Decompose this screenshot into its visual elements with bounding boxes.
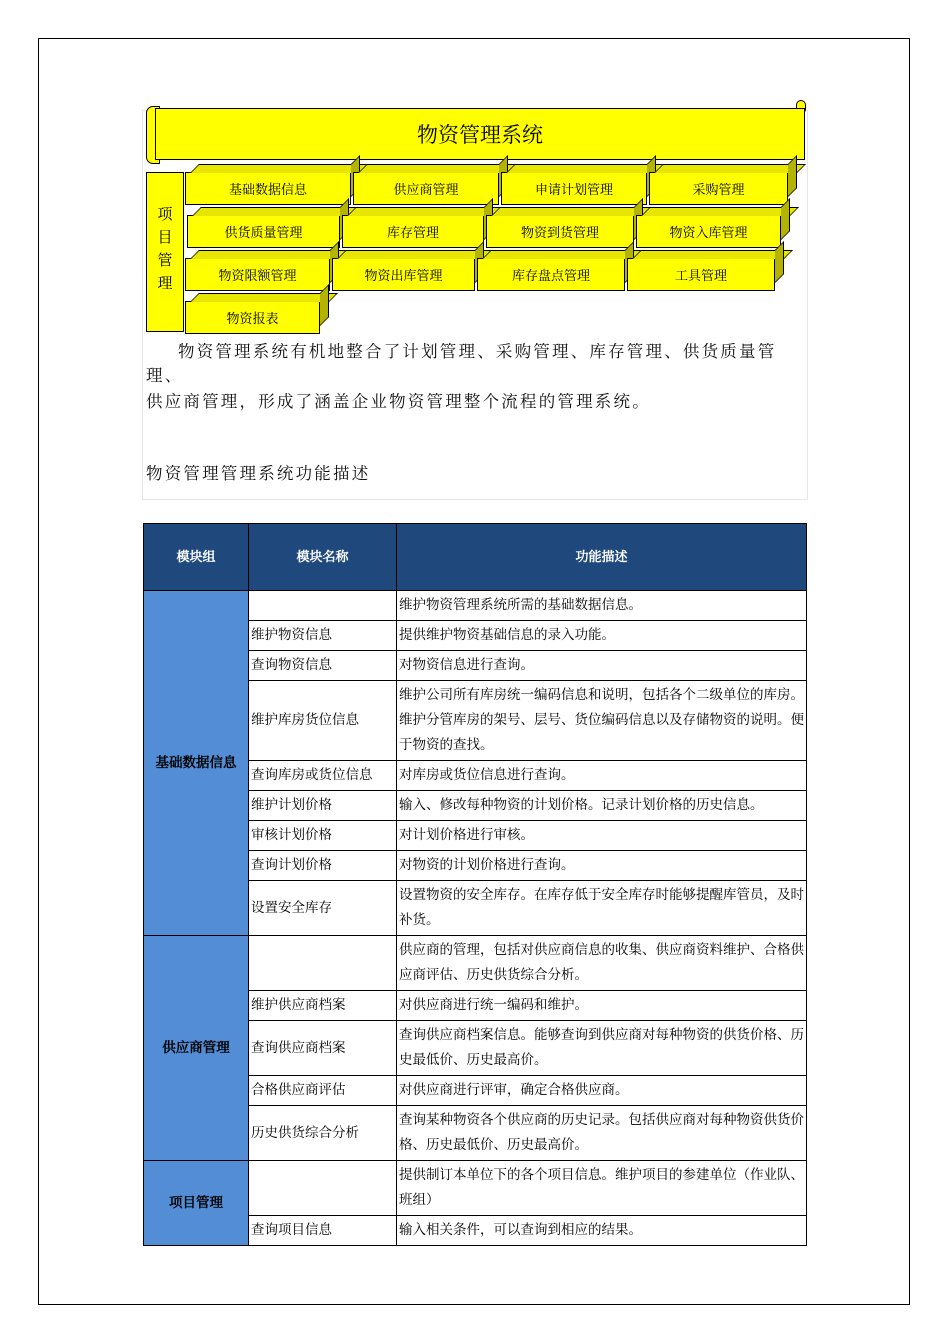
header-module-group: 模块组	[144, 524, 249, 591]
system-title-banner: 物资管理系统	[155, 108, 805, 160]
function-desc-cell: 输入相关条件，可以查询到相应的结果。	[397, 1216, 807, 1246]
module-box: 供货质量管理	[187, 215, 340, 248]
function-desc-cell: 供应商的管理，包括对供应商信息的收集、供应商资料维护、合格供应商评估、历史供货综合分析。	[397, 936, 807, 991]
table-header-row	[144, 524, 807, 591]
module-name-cell: 维护库房货位信息	[249, 681, 397, 761]
module-group-cell: 项目管理	[144, 1161, 249, 1246]
function-desc-cell: 提供维护物资基础信息的录入功能。	[397, 621, 807, 651]
table-row	[144, 936, 807, 991]
intro-line-1: 物资管理系统有机地整合了计划管理、采购管理、库存管理、供货质量管理、	[146, 342, 777, 385]
module-group-cell: 供应商管理	[144, 936, 249, 1161]
function-desc-cell: 查询某种物资各个供应商的历史记录。包括供应商对每种物资供货价格、历史最低价、历史最高价。	[397, 1106, 807, 1161]
function-desc-cell: 对物资信息进行查询。	[397, 651, 807, 681]
module-box: 物资到货管理	[486, 215, 634, 248]
side-module-label: 项目管理	[155, 206, 174, 298]
module-name-cell	[249, 591, 397, 621]
module-name-cell: 查询物资信息	[249, 651, 397, 681]
table-row	[144, 591, 807, 621]
module-name-cell: 合格供应商评估	[249, 1076, 397, 1106]
module-name-cell: 查询库房或货位信息	[249, 761, 397, 791]
intro-line-2: 供应商管理，形成了涵盖企业物资管理整个流程的管理系统。	[146, 392, 651, 411]
module-name-cell: 审核计划价格	[249, 821, 397, 851]
function-desc-cell: 维护公司所有库房统一编码信息和说明，包括各个二级单位的库房。维护分管库房的架号、层号、货位编码信息以及存储物资的说明。便于物资的查找。	[397, 681, 807, 761]
header-function-desc: 功能描述	[397, 524, 807, 591]
module-box: 基础数据信息	[185, 172, 351, 205]
side-module-project	[146, 172, 184, 332]
module-name-cell: 维护供应商档案	[249, 991, 397, 1021]
function-desc-cell: 对库房或货位信息进行查询。	[397, 761, 807, 791]
module-box: 物资入库管理	[636, 215, 781, 248]
module-name-cell: 维护物资信息	[249, 621, 397, 651]
function-desc-cell: 查询供应商档案信息。能够查询到供应商对每种物资的供货价格、历史最低价、历史最高价。	[397, 1021, 807, 1076]
function-desc-cell: 对物资的计划价格进行查询。	[397, 851, 807, 881]
section-heading: 物资管理管理系统功能描述	[146, 464, 371, 483]
module-group-cell: 基础数据信息	[144, 591, 249, 936]
module-box: 库存盘点管理	[477, 258, 625, 291]
module-name-cell: 历史供货综合分析	[249, 1106, 397, 1161]
module-name-cell	[249, 936, 397, 991]
function-desc-cell: 提供制订本单位下的各个项目信息。维护项目的参建单位（作业队、班组）	[397, 1161, 807, 1216]
function-desc-cell: 维护物资管理系统所需的基础数据信息。	[397, 591, 807, 621]
module-box: 物资限额管理	[185, 258, 330, 291]
function-desc-cell: 输入、修改每种物资的计划价格。记录计划价格的历史信息。	[397, 791, 807, 821]
function-desc-cell: 对供应商进行评审，确定合格供应商。	[397, 1076, 807, 1106]
module-box: 物资报表	[185, 301, 320, 334]
module-name-cell: 维护计划价格	[249, 791, 397, 821]
header-module-name: 模块名称	[249, 524, 397, 591]
function-desc-cell: 设置物资的安全库存。在库存低于安全库存时能够提醒库管员，及时补货。	[397, 881, 807, 936]
module-box: 供应商管理	[353, 172, 499, 205]
module-name-cell: 查询供应商档案	[249, 1021, 397, 1076]
module-box: 采购管理	[649, 172, 788, 205]
module-name-cell: 查询计划价格	[249, 851, 397, 881]
function-desc-cell: 对供应商进行统一编码和维护。	[397, 991, 807, 1021]
function-desc-cell: 对计划价格进行审核。	[397, 821, 807, 851]
module-box: 物资出库管理	[332, 258, 475, 291]
module-name-cell	[249, 1161, 397, 1216]
module-box: 工具管理	[627, 258, 775, 291]
function-table	[143, 523, 807, 1246]
module-box: 库存管理	[342, 215, 484, 248]
module-name-cell: 设置安全库存	[249, 881, 397, 936]
module-name-cell: 查询项目信息	[249, 1216, 397, 1246]
table-row	[144, 1161, 807, 1216]
module-box: 申请计划管理	[501, 172, 647, 205]
